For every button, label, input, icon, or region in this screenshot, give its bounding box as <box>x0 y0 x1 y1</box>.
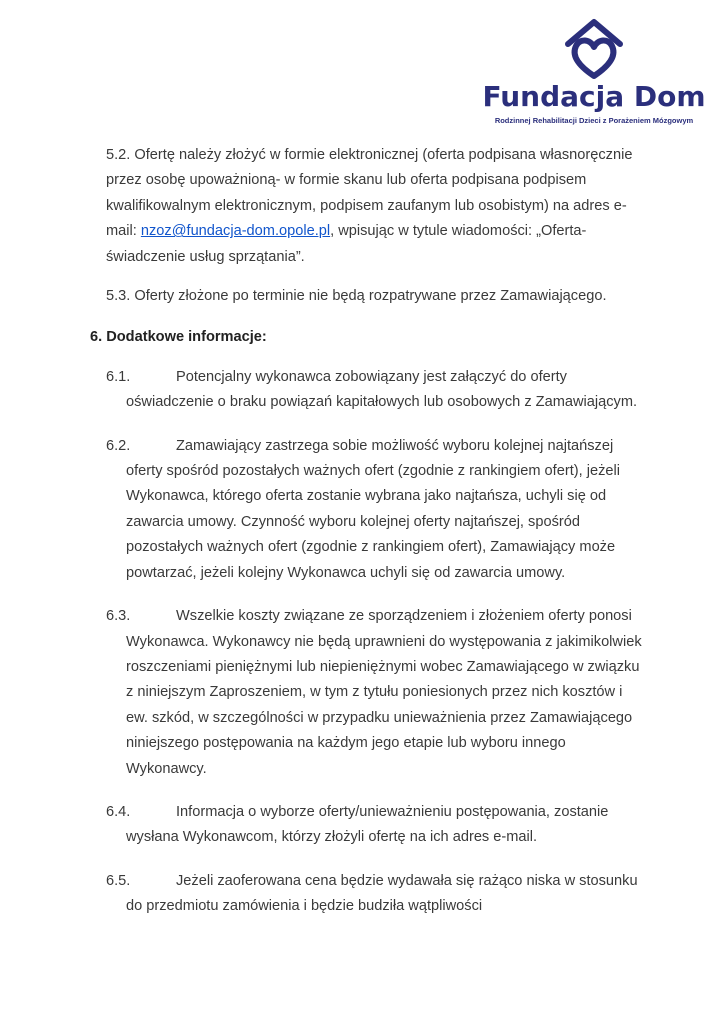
item-text: Zamawiający zastrzega sobie możliwość wyboru kolejnej najtańszej oferty spośród pozostałych ważnych ofert (zgodnie z rankingiem ofert), jeżeli Wykonawca, którego oferta zostanie wybrana jako najtańsza, uchyli się od zawarcia umowy. Czynność wyboru kolejnej oferty najtańszej, spośród pozostałych ważnych ofert (zgodnie z rankingiem ofert), Zamawiający może powtarzać, jeżeli kolejny Wykonawca uchyli się od zawarcia umowy. <box>126 437 620 581</box>
house-heart-icon <box>562 14 626 82</box>
paragraph-5-2-text-end: , wpisując w tytule wiadomości: „Oferta-świadczenie usług sprzątania”. <box>106 223 587 265</box>
item-number: 6.5. <box>106 872 131 889</box>
document-body <box>90 143 646 920</box>
paragraph-5-2-text: 5.2. Ofertę należy złożyć w formie elektronicznej (oferta podpisana własnoręcznie przez osobę upoważnioną- w formie skanu lub oferta podpisana podpisem kwalifikowalnym elektronicznym, podpisem zaufanym lub osobistym) na adres e-mail: <box>106 147 633 240</box>
item-text: Informacja o wyborze oferty/unieważnieniu postępowania, zostanie wysłana Wykonawcom, którzy złożyli ofertę na ich adres e-mail. <box>126 803 609 846</box>
logo-tagline: Rodzinnej Rehabilitacji Dzieci z Porażeniem Mózgowym <box>494 116 694 125</box>
item-6-4 <box>106 800 646 851</box>
item-6-5 <box>106 869 646 920</box>
item-6-3 <box>106 604 646 782</box>
item-text: Jeżeli zaoferowana cena będzie wydawała się rażąco niska w stosunku do przedmiotu zamówienia i będzie budziła wątpliwości <box>126 872 638 915</box>
paragraph-5-2 <box>106 143 646 270</box>
logo-name: Fundacja Dom <box>482 80 706 113</box>
item-text: Wszelkie koszty związane ze sporządzeniem i złożeniem oferty ponosi Wykonawca. Wykonawcy nie będą uprawnieni do występowania z jakimikolwiek roszczeniami pieniężnymi lub niepieniężnymi wobec Zamawiającego w związku z niniejszym Zaproszeniem, w tym z tytułu poniesionych przez nich kosztów i ew. szkód, w szczególności w przypadku unieważnienia przez Zamawiającego niniejszego postępowania na każdym jego etapie lub wyboru innego Wykonawcy. <box>126 608 642 777</box>
section-6-heading: 6. Dodatkowe informacje: <box>90 329 267 346</box>
item-number: 6.2. <box>106 437 131 454</box>
item-number: 6.4. <box>106 803 131 820</box>
item-text: Potencjalny wykonawca zobowiązany jest załączyć do oferty oświadczenie o braku powiązań kapitałowych lub osobowych z Zamawiającym. <box>126 368 638 411</box>
item-6-2 <box>106 434 646 586</box>
item-number: 6.1. <box>106 368 131 385</box>
paragraph-5-3: 5.3. Oferty złożone po terminie nie będą rozpatrywane przez Zamawiającego. <box>106 288 607 305</box>
foundation-logo <box>478 14 710 128</box>
item-6-1 <box>106 365 646 416</box>
item-number: 6.3. <box>106 608 131 625</box>
email-link[interactable]: nzoz@fundacja-dom.opole.pl <box>140 223 331 240</box>
